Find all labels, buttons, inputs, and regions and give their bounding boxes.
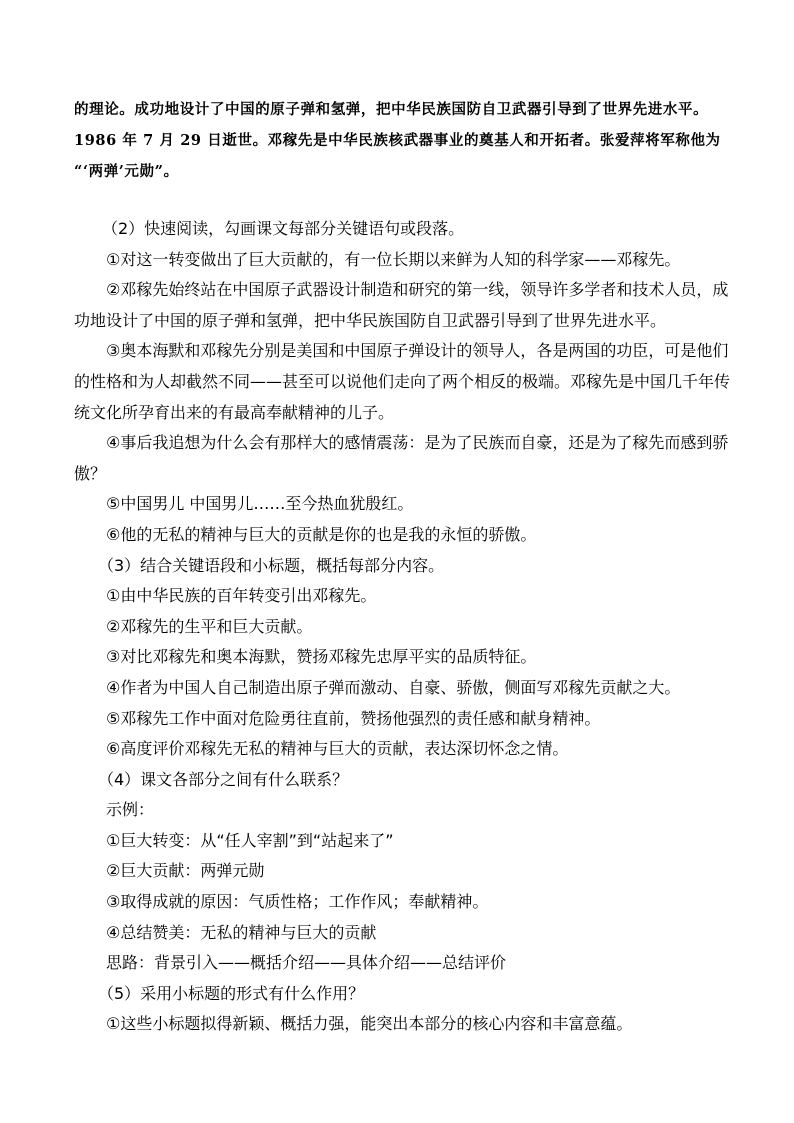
list-item: ③对比邓稼先和奥本海默，赞扬邓稼先忠厚平实的品质特征。: [106, 647, 537, 667]
list-item: ②邓稼先的生平和巨大贡献。: [106, 616, 313, 636]
list-item: ④作者为中国人自己制造出原子弹而激动、自豪、骄傲，侧面写邓稼先贡献之大。: [106, 677, 681, 697]
intro-paragraph: [74, 94, 734, 187]
list-item: ③奥本海默和邓稼先分别是美国和中国原子弹设计的领导人，各是两国的功臣，可是他们: [106, 341, 729, 361]
text-line: “‘两弹’元勋”。: [74, 163, 179, 180]
list-item-continuation: 的性格和为人却截然不同——甚至可以说他们走向了两个相反的极端。邓稼先是中国几千年传: [74, 371, 731, 391]
list-item-continuation: 傲？: [74, 463, 107, 483]
list-item: ①由中华民族的百年转变引出邓稼先。: [106, 586, 377, 606]
list-item: ①巨大转变：从“任人宰割”到“站起来了”: [106, 830, 394, 850]
list-item: ①这些小标题拟得新颖、概括力强，能突出本部分的核心内容和丰富意蕴。: [106, 1014, 633, 1034]
list-item: ④总结赞美：无私的精神与巨大的贡献: [106, 922, 377, 942]
list-item: ②巨大贡献：两弹元勋: [106, 861, 265, 881]
section-2-heading: （2）快速阅读，勾画课文每部分关键语句或段落。: [102, 219, 465, 238]
list-item: ⑥他的无私的精神与巨大的贡献是你的也是我的永恒的骄傲。: [106, 524, 537, 544]
section-4-heading: （4）课文各部分之间有什么联系？: [98, 769, 349, 789]
document-body: [74, 214, 734, 1040]
list-item: ③取得成就的原因：气质性格；工作作风；奉献精神。: [106, 892, 489, 912]
thinking-summary: 思路：背景引入——概括介绍——具体介绍——总结评价: [106, 953, 507, 973]
list-item: ⑤中国男儿 中国男儿……至今热血犹殷红。: [106, 494, 414, 514]
list-item: ⑤邓稼先工作中面对危险勇往直前，赞扬他强烈的责任感和献身精神。: [106, 708, 601, 728]
text-line: 1986 年 7 月 29 日逝世。邓稼先是中华民族核武器事业的奠基人和开拓者。张爱萍将军称他为: [74, 132, 721, 149]
list-item-continuation: 统文化所孕育出来的有最高奉献精神的儿子。: [74, 402, 395, 422]
list-item: ①对这一转变做出了巨大贡献的，有一位长期以来鲜为人知的科学家——邓稼先。: [106, 249, 681, 269]
list-item: ②邓稼先始终站在中国原子武器设计制造和研究的第一线，领导许多学者和技术人员，成: [106, 280, 729, 300]
list-item: ⑥高度评价邓稼先无私的精神与巨大的贡献，表达深切怀念之情。: [106, 739, 569, 759]
section-3-heading: （3）结合关键语段和小标题，概括每部分内容。: [98, 555, 445, 575]
text-line: 的理论。成功地设计了中国的原子弹和氢弹，把中华民族国防自卫武器引导到了世界先进水平。: [74, 101, 709, 118]
list-item: ④事后我追想为什么会有那样大的感情震荡：是为了民族而自豪，还是为了稼先而感到骄: [106, 433, 729, 453]
section-5-heading: （5）采用小标题的形式有什么作用？: [98, 983, 365, 1003]
example-label: 示例：: [106, 800, 155, 820]
list-item-continuation: 功地设计了中国的原子弹和氢弹，把中华民族国防自卫武器引导到了世界先进水平。: [74, 310, 667, 330]
